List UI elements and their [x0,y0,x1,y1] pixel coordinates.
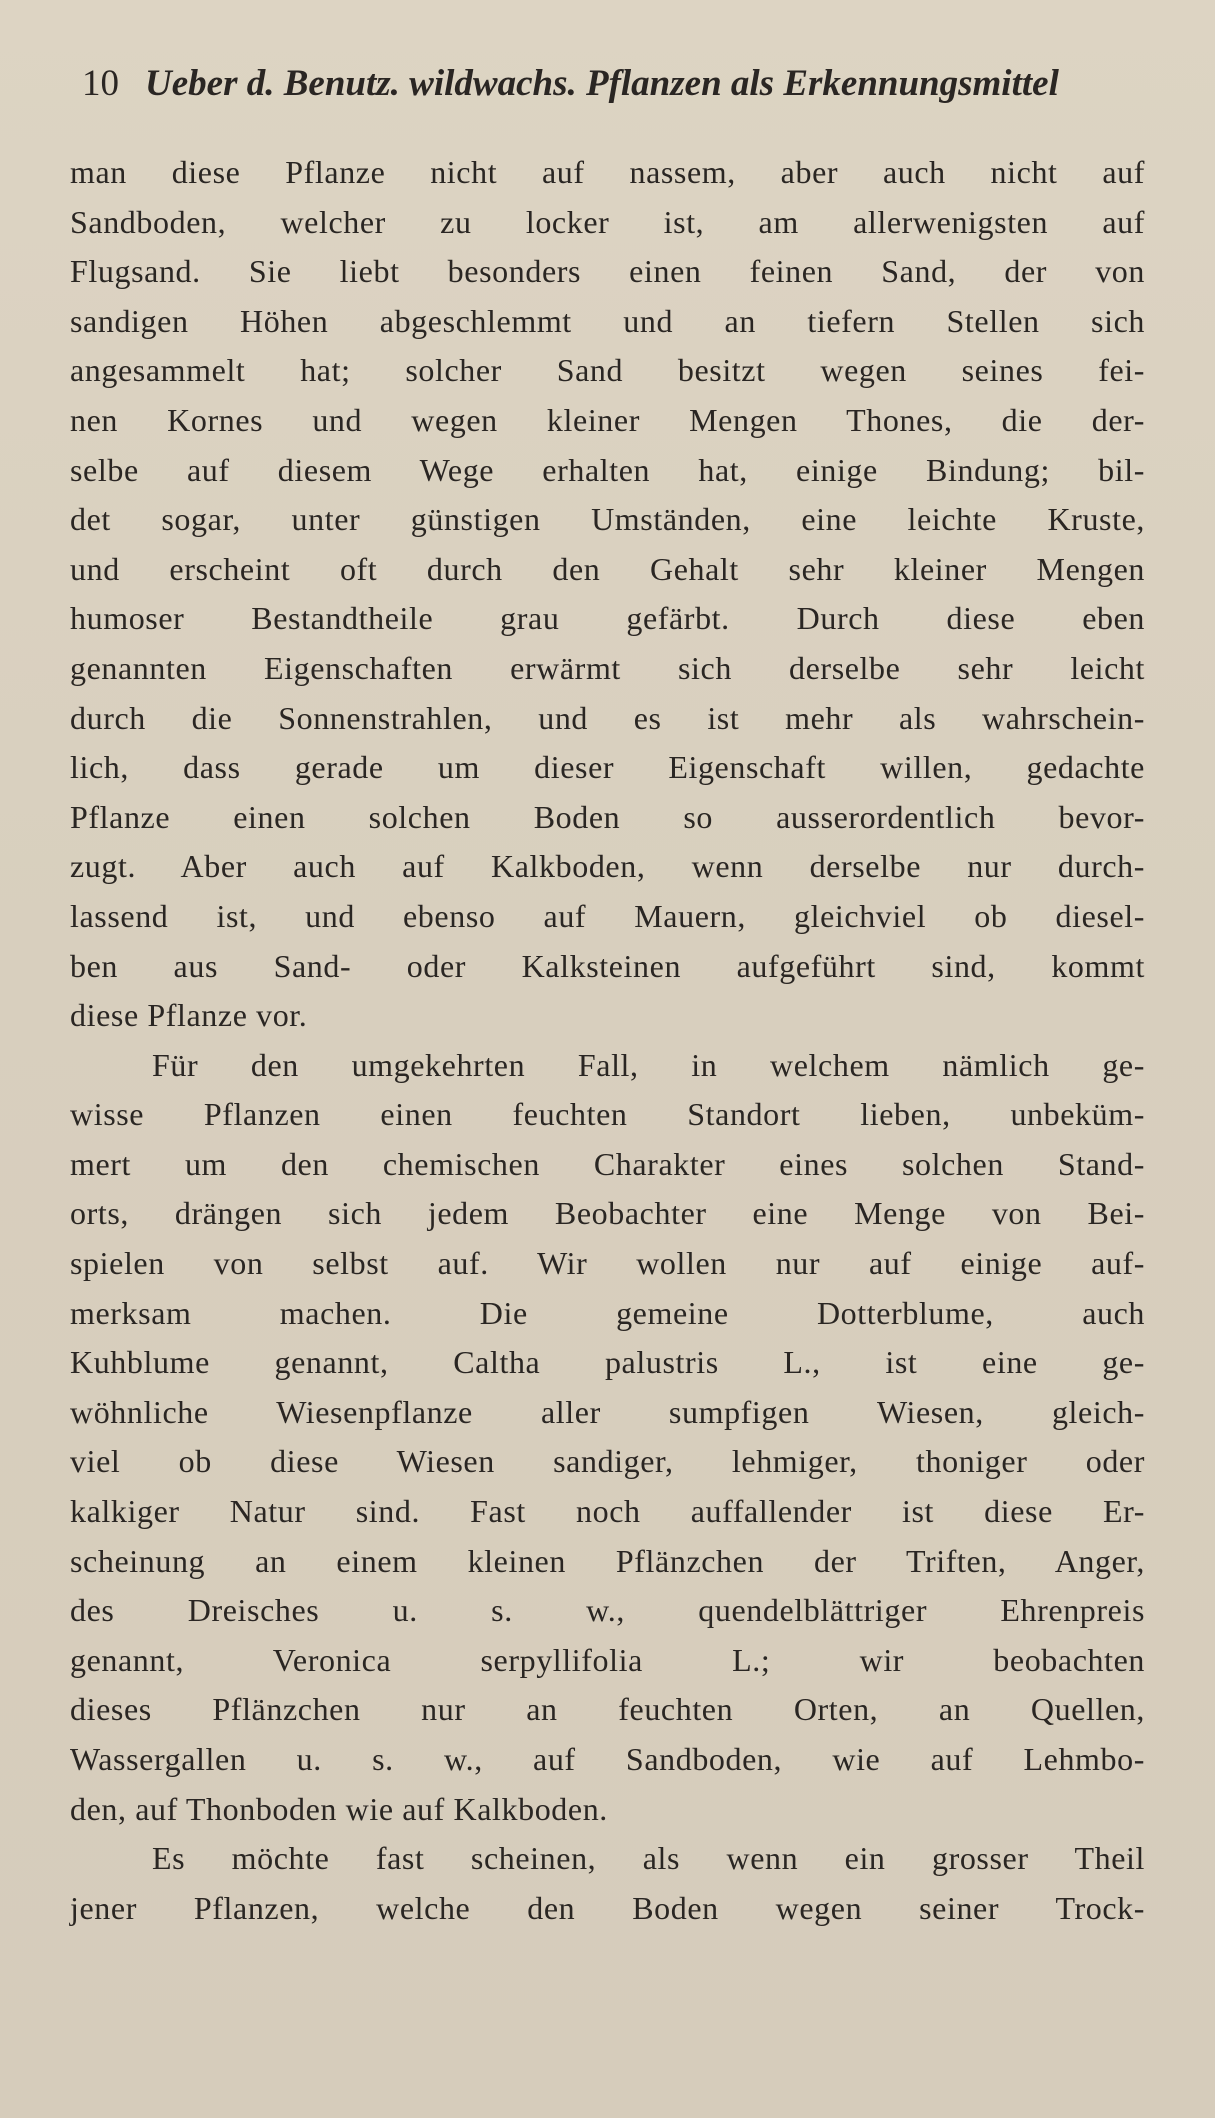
text-line: humoser Bestandtheile grau gefärbt. Durch diese eben [70,600,1145,637]
text-line: Kuhblume genannt, Caltha palustris L., ist eine ge- [70,1344,1145,1381]
text-line: und erscheint oft durch den Gehalt sehr kleiner Mengen [70,550,1145,587]
body-text [70,148,1145,1933]
text-line: den, auf Thonboden wie auf Kalkboden. [70,1790,608,1827]
text-line: ben aus Sand- oder Kalksteinen aufgeführt sind, kommt [70,947,1145,984]
text-line: Für den umgekehrten Fall, in welchem nämlich ge- [152,1046,1145,1083]
text-line: det sogar, unter günstigen Umständen, eine leichte Kruste, [70,501,1145,538]
text-line: kalkiger Natur sind. Fast noch auffallender ist diese Er- [70,1493,1145,1530]
text-line: genannt, Veronica serpyllifolia L.; wir beobachten [70,1641,1145,1678]
text-line: Pflanze einen solchen Boden so ausserordentlich bevor- [70,798,1145,835]
text-line: spielen von selbst auf. Wir wollen nur auf einige auf- [70,1245,1145,1282]
text-line: selbe auf diesem Wege erhalten hat, einige Bindung; bil- [70,451,1145,488]
text-line: viel ob diese Wiesen sandiger, lehmiger, thoniger oder [70,1443,1145,1480]
text-line: dieses Pflänzchen nur an feuchten Orten, an Quellen, [70,1691,1145,1728]
text-line: diese Pflanze vor. [70,997,308,1034]
text-line: mert um den chemischen Charakter eines solchen Stand- [70,1145,1145,1182]
text-line: zugt. Aber auch auf Kalkboden, wenn derselbe nur durch- [70,848,1145,885]
text-line: Wassergallen u. s. w., auf Sandboden, wie auf Lehmbo- [70,1741,1145,1777]
text-line: lassend ist, und ebenso auf Mauern, gleichviel ob diesel- [70,897,1145,934]
text-line: durch die Sonnenstrahlen, und es ist mehr als wahrschein- [70,699,1145,736]
running-title: Ueber d. Benutz. wildwachs. Pflanzen als Erkennungsmittel [145,63,1059,104]
text-line: genannten Eigenschaften erwärmt sich derselbe sehr leicht [70,649,1145,686]
text-line: orts, drängen sich jedem Beobachter eine Menge von Bei- [70,1195,1145,1232]
text-line: Sandboden, welcher zu locker ist, am allerwenigsten auf [70,203,1145,240]
text-line: wöhnliche Wiesenpflanze aller sumpfigen Wiesen, gleich- [70,1393,1145,1430]
page-header [82,54,1132,114]
page-number: 10 [82,63,119,104]
text-line: wisse Pflanzen einen feuchten Standort lieben, unbeküm- [70,1096,1145,1133]
text-line: Es möchte fast scheinen, als wenn ein grosser Theil [152,1840,1145,1877]
text-line: man diese Pflanze nicht auf nassem, aber auch nicht auf [70,154,1145,190]
text-line: des Dreisches u. s. w., quendelblättriger Ehrenpreis [70,1592,1145,1629]
text-line: merksam machen. Die gemeine Dotterblume, auch [70,1294,1145,1331]
text-line: sandigen Höhen abgeschlemmt und an tiefern Stellen sich [70,302,1145,339]
text-line: scheinung an einem kleinen Pflänzchen der Triften, Anger, [70,1542,1145,1579]
text-line: nen Kornes und wegen kleiner Mengen Thones, die der- [70,401,1145,438]
text-line: Flugsand. Sie liebt besonders einen feinen Sand, der von [70,253,1145,290]
text-line: jener Pflanzen, welche den Boden wegen seiner Trock- [70,1889,1145,1926]
text-line: angesammelt hat; solcher Sand besitzt wegen seines fei- [70,352,1145,389]
text-line: lich, dass gerade um dieser Eigenschaft willen, gedachte [70,749,1145,786]
